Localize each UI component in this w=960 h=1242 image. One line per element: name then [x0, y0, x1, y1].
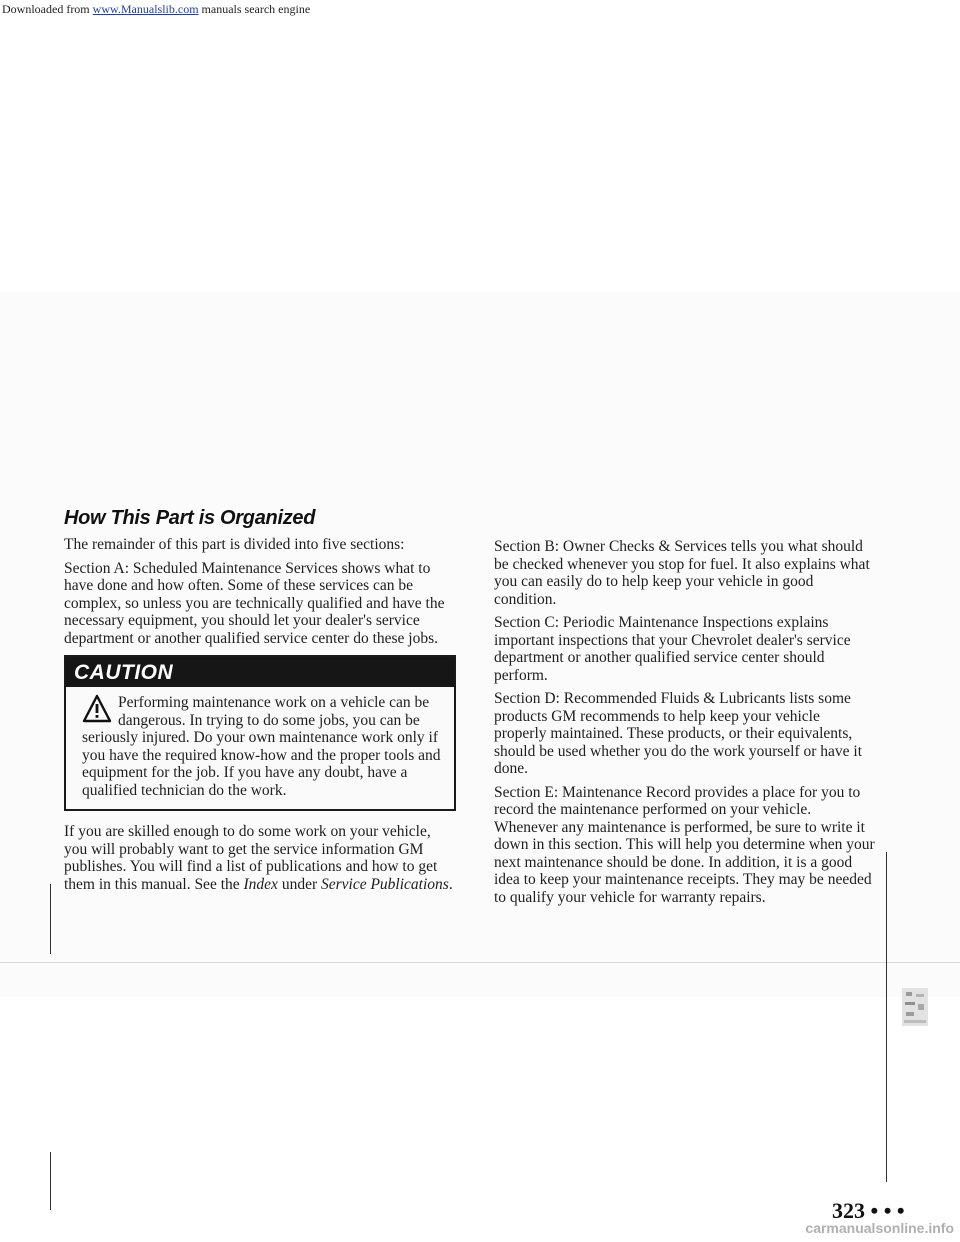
- right-column: [494, 538, 876, 912]
- section-title: How This Part is Organized: [64, 507, 316, 529]
- section-b-paragraph: Section B: Owner Checks & Services tells you what should be checked whenever you stop for fuel. It also explains what you can easily do to help keep your vehicle in good condition.: [494, 538, 870, 608]
- header-suffix: manuals search engine: [198, 2, 311, 16]
- section-c-paragraph: Section C: Periodic Maintenance Inspections explains important inspections that your Chevrolet dealer's service department or another qualified service center should perform.: [494, 614, 851, 684]
- page-number: 323 • • •: [832, 1198, 905, 1223]
- caution-body: [66, 687, 454, 809]
- revision-bar: [50, 884, 51, 954]
- section-e-paragraph: Section E: Maintenance Record provides a place for you to record the maintenance performed on your vehicle. Whenever any maintenance is performed, be sure to write it down in this section. This will help you determine when your next maintenance should be done. In addition, it is a good idea to keep your maintenance receipts. They may be needed to qualify your vehicle for warranty repairs.: [494, 783, 875, 906]
- section-d-paragraph: Section D: Recommended Fluids & Lubricants lists some products GM recommends to help keep your vehicle properly maintained. These products, or their equivalents, should be used whether you do the work yourself or have it done.: [494, 690, 863, 777]
- page-bottom-rule: [0, 962, 960, 963]
- download-header: [0, 0, 960, 22]
- index-reference: Index: [243, 875, 278, 893]
- left-column: [64, 507, 456, 899]
- skilled-paragraph: [64, 823, 456, 893]
- skilled-text-1: If you are skilled enough to do some work on your vehicle, you will probably want to get the service information GM publishes. You will find a list of publications and how to get them in this manual. See the: [64, 823, 438, 893]
- skilled-text-3: .: [448, 875, 453, 893]
- caution-title: CAUTION: [66, 657, 454, 687]
- section-a-paragraph: Section A: Scheduled Maintenance Services shows what to have done and how often. Some of these services can be complex, so unless you are technically qualified and have the necessary equipment, you should let your dealer's service department or another qualified service center do these jobs.: [64, 559, 445, 647]
- service-publications-reference: Service Publications: [320, 875, 449, 893]
- caution-text: Performing maintenance work on a vehicle can be dangerous. In trying to do some jobs, you can be seriously injured. Do your own maintenance work only if you have the required know-how and the proper tools and equipment for the job. If you have any doubt, have a qualified technician do the work.: [82, 694, 441, 799]
- revision-bar: [886, 852, 887, 1182]
- warning-triangle-icon: [82, 694, 112, 724]
- header-prefix: Downloaded from: [2, 2, 93, 16]
- manualslib-link[interactable]: www.Manualslib.com: [92, 2, 199, 16]
- skilled-text-2: under: [277, 875, 321, 893]
- intro-paragraph: The remainder of this part is divided into five sections:: [64, 536, 405, 553]
- thumb-tab-icon: [900, 986, 930, 1028]
- manual-page: [0, 292, 960, 1223]
- revision-bar: [50, 1152, 51, 1210]
- caution-box: [64, 655, 456, 811]
- site-watermark: carmanualsonline.info: [805, 1220, 954, 1236]
